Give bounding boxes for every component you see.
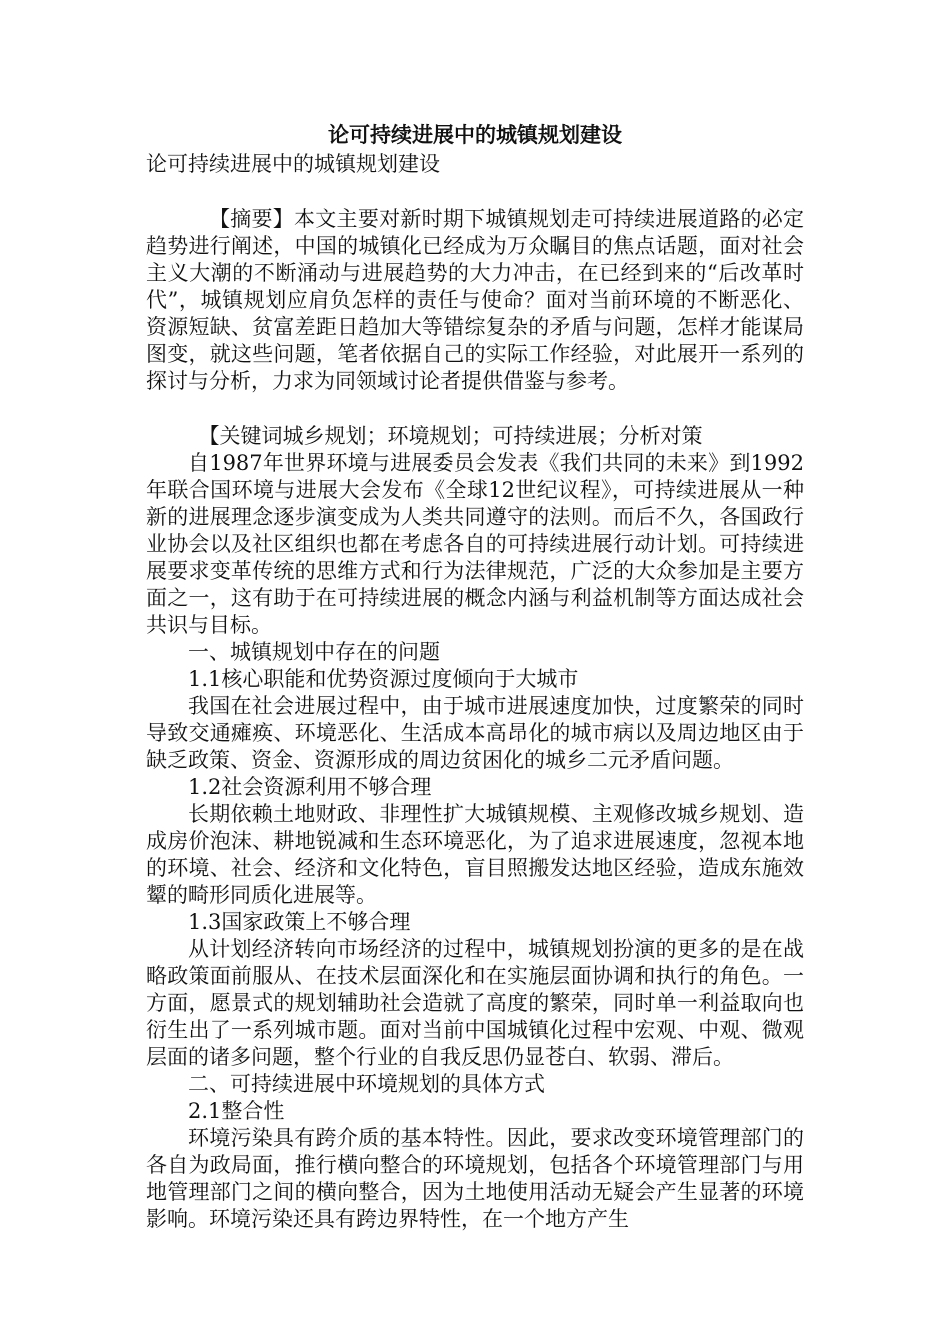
intro-paragraph: 自1987年世界环境与进展委员会发表《我们共同的未来》到1992年联合国环境与进展大会发布《全球12世纪议程》，可持续进展从一种新的进展理念逐步演变成为人类共同遵守的法则。而后不久，各国政行业协会以及社区组织也都在考虑各自的可持续进展行动计划。可持续进展要求变革传统的思维方式和行为法律规范，广泛的大众参加是主要方面之一，这有助于在可持续进展的概念内涵与利益机制等方面达成社会共识与目标。 — [146, 451, 804, 637]
subsection-heading: 1.3国家政策上不够合理 — [188, 910, 411, 934]
subsection-heading: 2.1整合性 — [188, 1099, 285, 1123]
abstract-paragraph: 【摘要】本文主要对新时期下城镇规划走可持续进展道路的必定趋势进行阐述，中国的城镇化已经成为万众瞩目的焦点话题，面对社会主义大潮的不断涌动与进展趋势的大力冲击，在已经到来的“后改革时代”，城镇规划应肩负怎样的责任与使命？面对当前环境的不断恶化、资源短缺、贫富差距日趋加大等错综复杂的矛盾与问题，怎样才能谋局图变，就这些问题，笔者依据自己的实际工作经验，对此展开一系列的探讨与分析，力求为同领域讨论者提供借鉴与参考。 — [146, 207, 804, 393]
subsection-heading: 1.2社会资源利用不够合理 — [188, 775, 432, 799]
keywords-line: 【关键词城乡规划；环境规划；可持续进展；分析对策 — [198, 424, 703, 448]
document-subtitle: 论可持续进展中的城镇规划建设 — [146, 152, 440, 176]
document-title: 论可持续进展中的城镇规划建设 — [328, 123, 622, 147]
section-heading: 一、城镇规划中存在的问题 — [188, 640, 440, 664]
body-paragraph: 环境污染具有跨介质的基本特性。因此，要求改变环境管理部门的各自为政局面，推行横向整合的环境规划，包括各个环境管理部门与用地管理部门之间的横向整合，因为土地使用活动无疑会产生显著的环境影响。环境污染还具有跨边界特性，在一个地方产生 — [146, 1126, 804, 1231]
body-paragraph: 从计划经济转向市场经济的过程中，城镇规划扮演的更多的是在战略政策面前服从、在技术层面深化和在实施层面协调和执行的角色。一方面，愿景式的规划辅助社会造就了高度的繁荣，同时单一利益取向也衍生出了一系列城市题。面对当前中国城镇化过程中宏观、中观、微观层面的诸多问题，整个行业的自我反思仍显苍白、软弱、滞后。 — [146, 937, 804, 1069]
body-paragraph: 我国在社会进展过程中，由于城市进展速度加快，过度繁荣的同时导致交通瘫痪、环境恶化、生活成本高昂化的城市病以及周边地区由于缺乏政策、资金、资源形成的周边贫困化的城乡二元矛盾问题。 — [146, 694, 804, 772]
body-paragraph: 长期依赖土地财政、非理性扩大城镇规模、主观修改城乡规划、造成房价泡沫、耕地锐减和生态环境恶化，为了追求进展速度，忽视本地的环境、社会、经济和文化特色，盲目照搬发达地区经验，造成东施效颦的畸形同质化进展等。 — [146, 802, 804, 907]
subsection-heading: 1.1核心职能和优势资源过度倾向于大城市 — [188, 667, 579, 691]
section-heading: 二、可持续进展中环境规划的具体方式 — [188, 1072, 545, 1096]
spacer — [146, 178, 804, 206]
spacer — [146, 395, 804, 423]
